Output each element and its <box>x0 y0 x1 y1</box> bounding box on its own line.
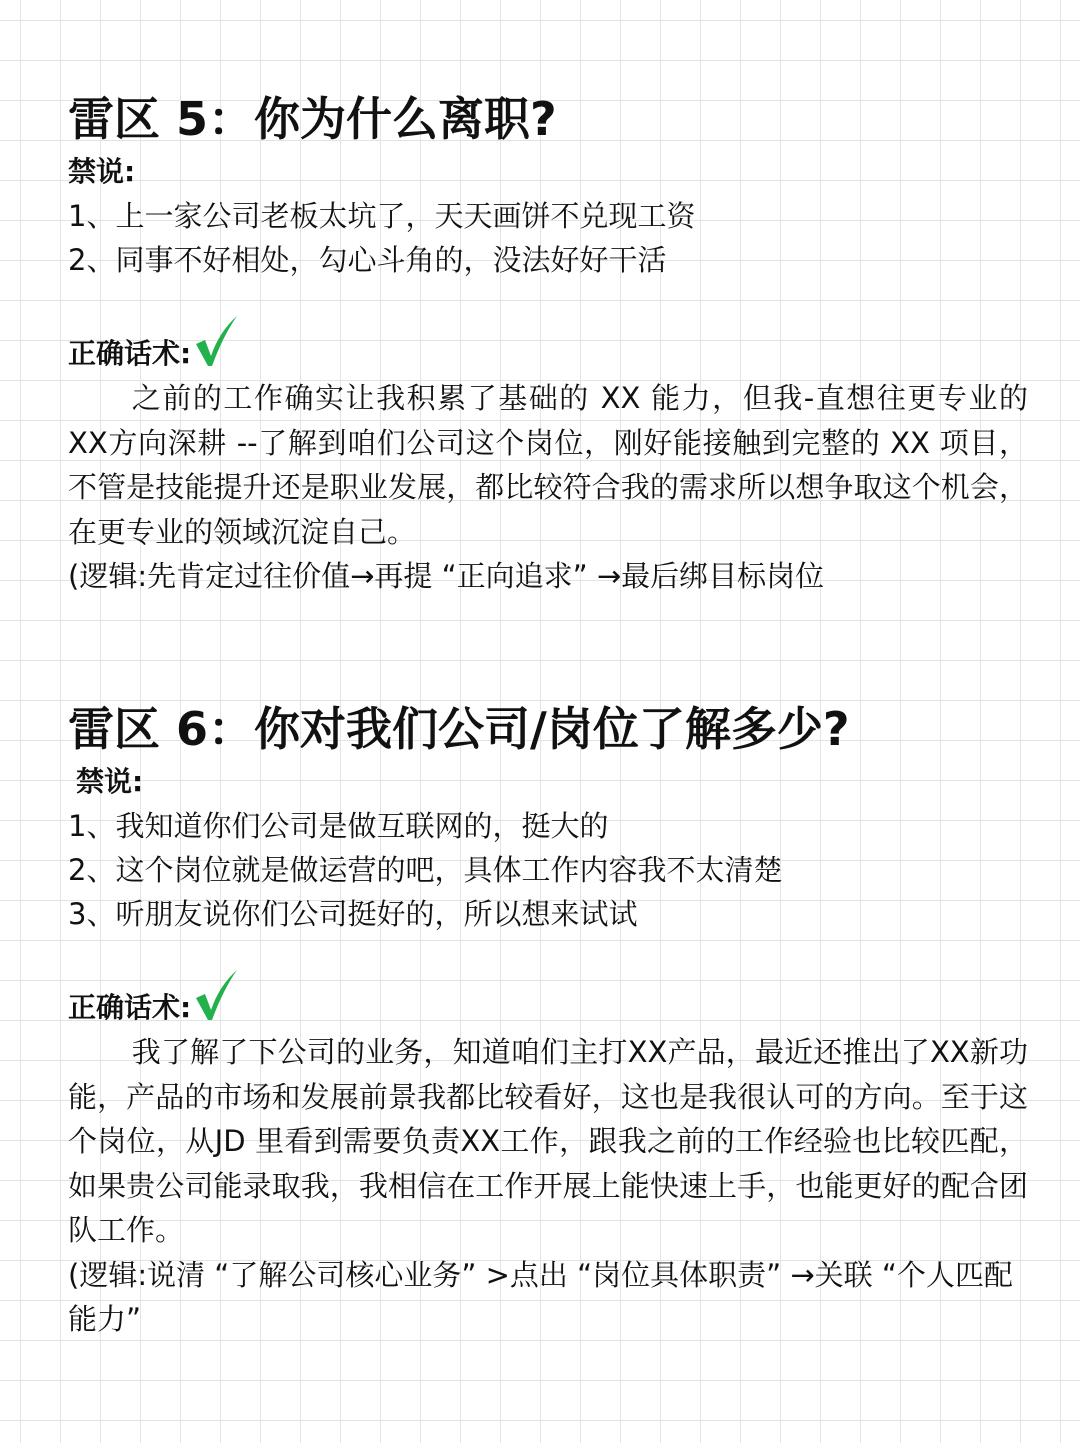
section-minefield-6 <box>68 698 1028 1342</box>
correct-script-label: 正确话术: <box>68 991 192 1024</box>
correct-script-heading <box>68 316 1028 376</box>
section-minefield-5 <box>68 88 1028 599</box>
logic-note: (逻辑:先肯定过往价值→再提 “正向追求” →最后绑目标岗位 <box>68 559 825 593</box>
forbidden-label: 禁说: <box>68 155 136 188</box>
correct-answer: 之前的工作确实让我积累了基础的 XX 能力，但我-直想往更专业的 XX方向深耕 --了解到咱们公司这个岗位，刚好能接触到完整的 XX 项目，不管是技能提升还是职业发展，都比较符合我的需求所以想争取这个机会，在更专业的领域沉淀自己。 <box>68 381 1028 549</box>
spacer <box>68 936 1028 970</box>
forbidden-item: 2、这个岗位就是做运营的吧，具体工作内容我不太清楚 <box>68 853 783 887</box>
checkmark-icon <box>193 314 239 372</box>
section-title: 雷区 5：你为什么离职? <box>68 92 557 146</box>
spacer <box>68 282 1028 316</box>
checkmark-icon <box>193 968 239 1026</box>
forbidden-item: 3、听朋友说你们公司挺好的，所以想来试试 <box>68 897 638 931</box>
correct-answer: 我了解了下公司的业务，知道咱们主打XX产品，最近还推出了XX新功能，产品的市场和发展前景我都比较看好，这也是我很认可的方向。至于这个岗位，从JD 里看到需要负责XX工作，跟我之前的工作经验也比较匹配，如果贵公司能录取我，我相信在工作开展上能快速上手，也能更好的配合团队工作。 <box>68 1035 1028 1247</box>
section-title: 雷区 6：你对我们公司/岗位了解多少? <box>68 702 850 756</box>
correct-script-label: 正确话术: <box>68 337 192 370</box>
logic-note: (逻辑:说清 “了解公司核心业务” >点出 “岗位具体职责” →关联 “个人匹配能力” <box>68 1257 1013 1336</box>
forbidden-item: 1、我知道你们公司是做互联网的，挺大的 <box>68 809 609 843</box>
forbidden-item: 1、上一家公司老板太坑了，天天画饼不兑现工资 <box>68 199 696 233</box>
forbidden-item: 2、同事不好相处，勾心斗角的，没法好好干活 <box>68 243 667 277</box>
forbidden-label: 禁说: <box>76 765 144 798</box>
correct-script-heading <box>68 970 1028 1030</box>
